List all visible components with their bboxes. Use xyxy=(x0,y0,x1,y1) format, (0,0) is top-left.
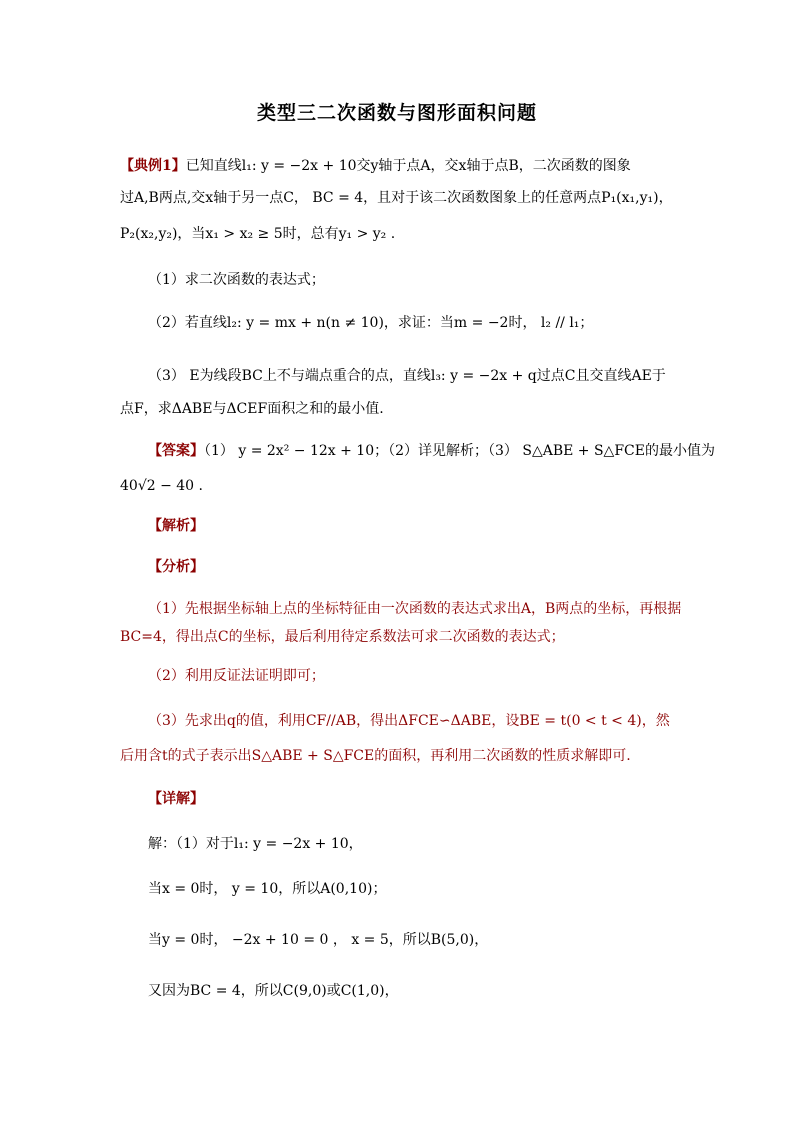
question-2: （2）若直线l₂: y = mx + n(n ≠ 10)，求证：当m = −2时， l₂ // l₁； xyxy=(148,315,594,331)
detail-step-2: 当x = 0时， y = 10，所以A(0,10)； xyxy=(148,881,387,897)
problem-line-3-wrap xyxy=(120,224,680,244)
problem-block xyxy=(120,156,680,176)
fenxi-p3-line-2-wrap xyxy=(120,746,680,766)
fenxi-p2: （2）利用反证法证明即可； xyxy=(148,668,325,684)
detail-step-1-wrap xyxy=(120,834,680,854)
problem-line-1 xyxy=(120,156,680,176)
fenxi-p1-line-1: （1）先根据坐标轴上点的坐标特征由一次函数的表达式求出A，B两点的坐标，再根据 xyxy=(148,601,682,617)
answer-block xyxy=(120,441,715,461)
detail-step-1: 解：（1）对于l₁: y = −2x + 10， xyxy=(148,836,363,852)
page-title: 类型三二次函数与图形面积问题 xyxy=(256,102,537,124)
problem-line-2-wrap xyxy=(120,188,680,208)
analysis-tag: 【解析】 xyxy=(148,518,204,534)
detail-step-2-wrap xyxy=(120,879,680,899)
answer-text-1: （1） y = 2x² − 12x + 10；（2）详见解析；（3） S△ABE + S△FCE的最小值为 xyxy=(204,443,715,459)
answer-line-1 xyxy=(120,441,715,461)
question-1-wrap xyxy=(120,270,680,290)
detail-tag: 【详解】 xyxy=(148,791,204,807)
fenxi-p1-line-2: BC=4，得出点C的坐标，最后利用待定系数法可求二次函数的表达式； xyxy=(120,629,565,645)
fenxi-p3-wrap xyxy=(120,711,680,731)
answer-line-2-wrap xyxy=(120,476,680,496)
problem-line-2: 过A,B两点,交x轴于另一点C， BC = 4，且对于该二次函数图象上的任意两点P₁(x₁,y₁)， xyxy=(120,190,673,206)
fenxi-p3-line-2: 后用含t的式子表示出S△ABE + S△FCE的面积，再利用二次函数的性质求解即可. xyxy=(120,748,631,764)
fenxi-p1-line-2-wrap xyxy=(120,627,680,647)
question-3-wrap xyxy=(120,366,680,386)
fenxi-p3-line-1: （3）先求出q的值，利用CF//AB，得出ΔFCE∽ΔABE，设BE = t(0 < t < 4)，然 xyxy=(148,713,670,729)
question-3-line-2: 点F，求ΔABE与ΔCEF面积之和的最小值. xyxy=(120,401,384,417)
fenxi-p2-wrap xyxy=(120,666,680,686)
question-3-line-1: （3） E为线段BC上不与端点重合的点，直线l₃: y = −2x + q过点C且交直线AE于 xyxy=(148,368,666,384)
answer-tag: 【答案】 xyxy=(148,443,204,459)
detail-step-3-wrap xyxy=(120,930,680,950)
fenxi-p1-wrap xyxy=(120,599,680,619)
question-2-wrap xyxy=(120,313,680,333)
detail-step-4-wrap xyxy=(120,981,680,1001)
question-1: （1）求二次函数的表达式； xyxy=(148,272,325,288)
problem-tag: 【典例1】 xyxy=(120,158,186,174)
detail-step-3: 当y = 0时， −2x + 10 = 0 ， x = 5，所以B(5,0)， xyxy=(148,932,489,948)
fenxi-tag: 【分析】 xyxy=(148,559,204,575)
analysis-heading-wrap xyxy=(120,516,680,536)
problem-line-3: P₂(x₂,y₂)，当x₁ > x₂ ≥ 5时，总有y₁ > y₂ . xyxy=(120,226,396,242)
answer-line-2: 40√2 − 40 . xyxy=(120,478,203,494)
fenxi-heading-wrap xyxy=(120,557,680,577)
question-3-line-2-wrap xyxy=(120,399,680,419)
problem-text-1: 已知直线l₁: y = −2x + 10交y轴于点A，交x轴于点B，二次函数的图象 xyxy=(185,158,631,174)
detail-heading-wrap xyxy=(120,789,680,809)
detail-step-4: 又因为BC = 4，所以C(9,0)或C(1,0)， xyxy=(148,983,399,999)
